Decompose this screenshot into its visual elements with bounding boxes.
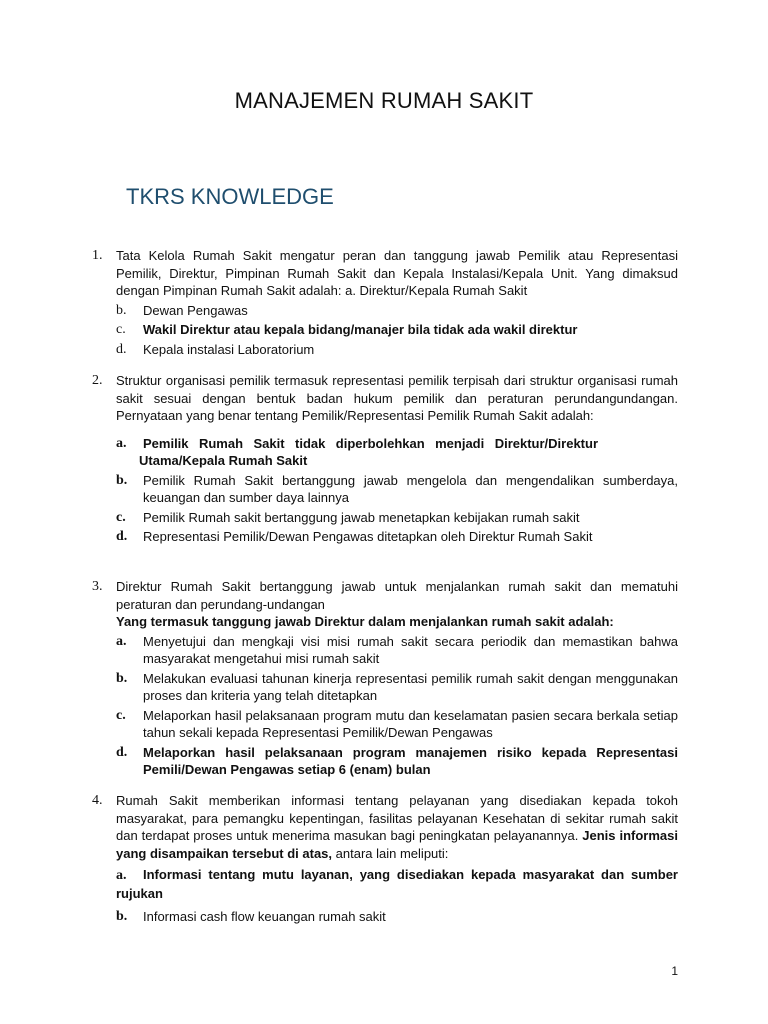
option-text: Representasi Pemilik/Dewan Pengawas ditetapkan oleh Direktur Rumah Sakit <box>143 529 593 544</box>
question-number: 1. <box>92 248 103 263</box>
page-number: 1 <box>671 964 678 978</box>
option-text: Dewan Pengawas <box>143 302 248 318</box>
option-letter: b. <box>116 302 127 318</box>
question-stem: Tata Kelola Rumah Sakit mengatur peran dan tanggung jawab Pemilik atau Representasi Pemilik, Direktur, Pimpinan Rumah Sakit dan Kepala Instalasi/Kepala Unit. Yang dimaksud dengan Pimpinan Rumah Sakit adalah: a. Direktur/Kepala Rumah Sakit <box>116 248 678 298</box>
option-text: Pemilik Rumah Sakit bertanggung jawab mengelola dan mengendalikan sumberdaya, keuangan dan sumber daya lainnya <box>143 472 678 505</box>
option-b <box>116 670 678 705</box>
option-d <box>116 528 678 546</box>
stem-bold-text: Jenis informasi yang disampaikan tersebut di atas, <box>116 828 678 861</box>
option-d <box>116 341 678 359</box>
option-text: Melaporkan hasil pelaksanaan program manajemen risiko kepada Representasi Pemili/Dewan Pengawas setiap 6 (enam) bulan <box>143 744 678 777</box>
option-c <box>116 509 678 527</box>
option-text: Kepala instalasi Laboratorium <box>143 341 315 357</box>
option-letter: d. <box>116 341 127 357</box>
option-letter: b. <box>116 472 128 488</box>
option-b <box>116 472 678 507</box>
option-letter: c. <box>116 509 126 525</box>
option-a <box>116 633 678 668</box>
option-c <box>116 321 678 339</box>
stem-text: Rumah Sakit memberikan informasi tentang pelayanan yang disediakan kepada tokoh masyarakat, para pemangku kepentingan, fasilitas pelayanan Kesehatan di sekitar rumah sakit dan terdapat proses untuk menerima masukan bagi peningkatan pelayanannya. <box>116 793 678 843</box>
question-number: 3. <box>92 579 103 594</box>
option-b <box>116 302 678 320</box>
option-letter: c. <box>116 707 126 723</box>
document-title: MANAJEMEN RUMAH SAKIT <box>234 88 534 113</box>
question-4 <box>92 792 678 926</box>
option-text: Pemilik Rumah sakit bertanggung jawab menetapkan kebijakan rumah sakit <box>143 509 580 525</box>
question-2 <box>92 372 678 546</box>
question-stem: Struktur organisasi pemilik termasuk representasi pemilik terpisah dari struktur organisasi rumah sakit sesuai dengan bentuk badan hukum pemilik dan peraturan perundangundangan. Pernyataan yang benar tentang Pemilik/Representasi Pemilik Rumah Sakit adalah: <box>116 373 678 423</box>
question-1 <box>92 247 678 358</box>
section-title: TKRS KNOWLEDGE <box>126 184 334 209</box>
question-stem: Direktur Rumah Sakit bertanggung jawab untuk menjalankan rumah sakit dan mematuhi peraturan dan perundang-undangan <box>116 579 678 612</box>
option-text: Informasi tentang mutu layanan, yang disediakan kepada masyarakat dan sumber rujukan <box>116 867 678 901</box>
option-text-continued: Utama/Kepala Rumah Sakit <box>139 453 308 468</box>
question-stem <box>116 792 678 862</box>
option-text: Melakukan evaluasi tahunan kinerja representasi pemilik rumah sakit dengan menggunakan proses dan kriteria yang telah ditetapkan <box>143 670 678 703</box>
option-text: Melaporkan hasil pelaksanaan program mutu dan keselamatan pasien secara berkala setiap tahun sekali kepada Representasi Pemilik/Dewan Pengawas <box>143 707 678 740</box>
option-a <box>116 435 678 470</box>
option-d <box>116 744 678 779</box>
question-number: 4. <box>92 793 103 808</box>
stem-tail-text: antara lain meliputi: <box>335 845 449 861</box>
option-text: Pemilik Rumah Sakit tidak diperbolehkan menjadi Direktur/Direktur <box>143 435 598 451</box>
question-number: 2. <box>92 373 103 388</box>
option-letter: a. <box>116 435 127 451</box>
option-text: Informasi cash flow keuangan rumah sakit <box>143 909 386 924</box>
option-letter: b. <box>116 909 128 924</box>
question-prompt: Yang termasuk tanggung jawab Direktur dalam menjalankan rumah sakit adalah: <box>116 614 614 629</box>
option-letter: d. <box>116 529 128 544</box>
option-a <box>116 866 678 902</box>
option-letter: a. <box>116 633 127 649</box>
option-letter: b. <box>116 670 128 686</box>
option-text: Wakil Direktur atau kepala bidang/manajer bila tidak ada wakil direktur <box>143 322 578 337</box>
option-b <box>116 908 678 926</box>
option-c <box>116 707 678 742</box>
option-letter: a. <box>116 868 127 883</box>
option-text: Menyetujui dan mengkaji visi misi rumah sakit secara periodik dan memastikan bahwa masyarakat mengetahui misi rumah sakit <box>143 633 678 666</box>
question-3 <box>92 578 678 779</box>
option-letter: d. <box>116 744 128 760</box>
option-letter: c. <box>116 322 126 337</box>
